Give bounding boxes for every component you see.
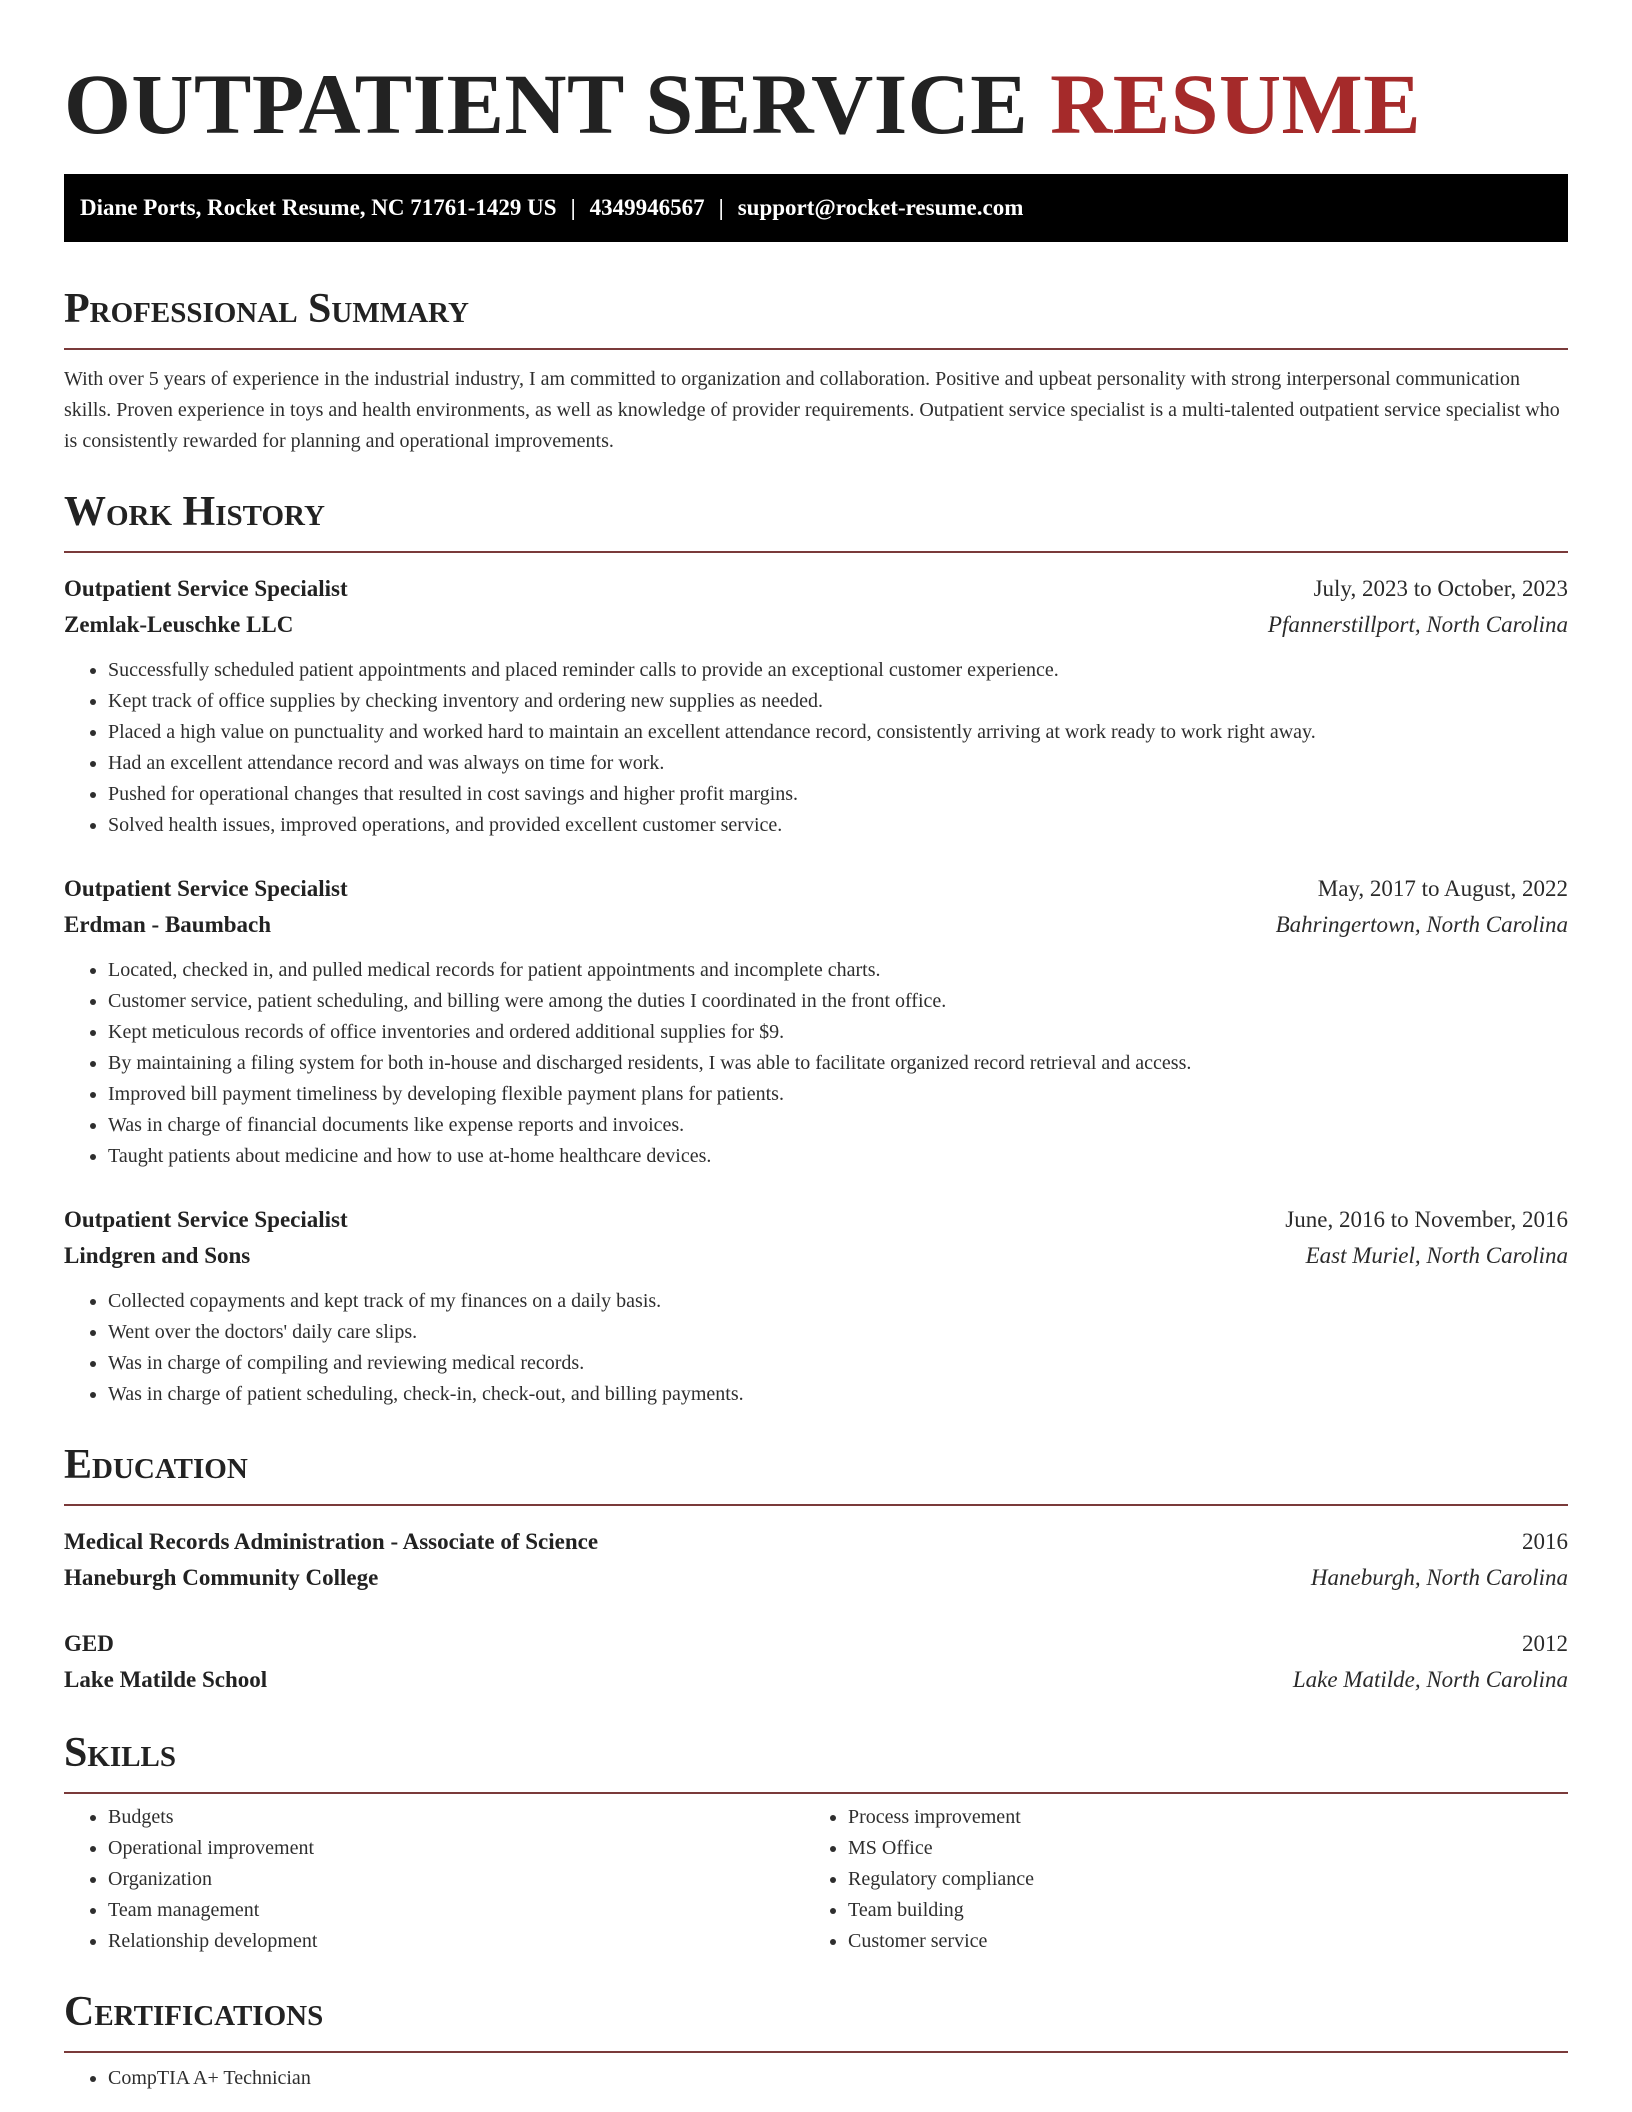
education-degree: GED xyxy=(64,1631,114,1656)
summary-text: With over 5 years of experience in the industrial industry, I am committed to organization and collaboration. Positive and upbeat personality with strong interpersonal communication skills. Proven experience in toys and health environments, as well as knowledge of provider requirements. Outpatient service specialist is a multi-talented outpatient service specialist who is consistently rewarded for planning and operational improvements. xyxy=(64,368,1560,452)
work-section xyxy=(64,487,1568,1410)
list-item: • Pushed for operational changes that resulted in cost savings and higher profit margins. xyxy=(108,779,1568,810)
job-title: Outpatient Service Specialist xyxy=(64,876,348,901)
summary-section xyxy=(64,284,1568,457)
list-item: • MS Office xyxy=(848,1833,1544,1864)
education-location: Lake Matilde, North Carolina xyxy=(1292,1667,1568,1692)
education-header xyxy=(64,1524,1568,1560)
list-item: • Placed a high value on punctuality and worked hard to maintain an excellent attendance record, consistently arriving at work ready to work right away. xyxy=(108,717,1568,748)
section-title-certifications: Certifications xyxy=(64,1987,1568,2053)
contact-email: support@rocket-resume.com xyxy=(737,195,1024,220)
skills-column-left xyxy=(64,1802,804,1957)
list-item: • Team management xyxy=(108,1895,804,1926)
list-item: • Customer service, patient scheduling, and billing were among the duties I coordinated in the front office. xyxy=(108,986,1568,1017)
list-item: • Budgets xyxy=(108,1802,804,1833)
list-item: • Was in charge of compiling and reviewing medical records. xyxy=(108,1348,1568,1379)
job-bullets xyxy=(64,1286,1568,1410)
list-item: • Kept track of office supplies by checking inventory and ordering new supplies as needed. xyxy=(108,686,1568,717)
education-school: Haneburgh Community College xyxy=(64,1565,379,1590)
title-accent: RESUME xyxy=(1050,56,1422,152)
list-item: • Collected copayments and kept track of my finances on a daily basis. xyxy=(108,1286,1568,1317)
job-bullets xyxy=(64,655,1568,841)
contact-phone: 4349946567 xyxy=(589,195,705,220)
list-item: • Went over the doctors' daily care slips. xyxy=(108,1317,1568,1348)
job-bullets xyxy=(64,955,1568,1172)
list-item: • Team building xyxy=(848,1895,1544,1926)
job-header xyxy=(64,1202,1568,1238)
list-item: • Kept meticulous records of office inventories and ordered additional supplies for $9. xyxy=(108,1017,1568,1048)
job-entry xyxy=(64,571,1568,841)
education-section xyxy=(64,1440,1568,1698)
list-item: • Located, checked in, and pulled medical records for patient appointments and incomplete charts. xyxy=(108,955,1568,986)
job-header xyxy=(64,571,1568,607)
list-item: • Taught patients about medicine and how to use at-home healthcare devices. xyxy=(108,1141,1568,1172)
job-company: Zemlak-Leuschke LLC xyxy=(64,612,294,637)
resume-title xyxy=(64,54,1568,154)
list-item: • Regulatory compliance xyxy=(848,1864,1544,1895)
contact-separator: | xyxy=(718,195,724,220)
section-title-work: Work History xyxy=(64,487,1568,553)
contact-bar xyxy=(64,174,1568,242)
job-dates: June, 2016 to November, 2016 xyxy=(1285,1207,1568,1232)
job-entry xyxy=(64,1202,1568,1410)
section-title-skills: Skills xyxy=(64,1728,1568,1794)
education-year: 2016 xyxy=(1522,1529,1568,1554)
contact-address: Diane Ports, Rocket Resume, NC 71761-1429 US xyxy=(80,195,557,220)
job-subheader xyxy=(64,607,1568,643)
list-item: • Was in charge of financial documents like expense reports and invoices. xyxy=(108,1110,1568,1141)
job-location: Bahringertown, North Carolina xyxy=(1275,912,1568,937)
list-item: • Was in charge of patient scheduling, check-in, check-out, and billing payments. xyxy=(108,1379,1568,1410)
job-company: Erdman - Baumbach xyxy=(64,912,272,937)
certifications-list xyxy=(64,2063,1568,2094)
list-item: • Organization xyxy=(108,1864,804,1895)
contact-separator: | xyxy=(570,195,576,220)
section-title-summary: Professional Summary xyxy=(64,284,1568,350)
education-entry xyxy=(64,1524,1568,1596)
education-degree: Medical Records Administration - Associate of Science xyxy=(64,1529,599,1554)
list-item: • Customer service xyxy=(848,1926,1544,1957)
education-header xyxy=(64,1626,1568,1662)
job-dates: May, 2017 to August, 2022 xyxy=(1317,876,1568,901)
list-item: • Process improvement xyxy=(848,1802,1544,1833)
skills-column-right xyxy=(804,1802,1544,1957)
list-item: • Successfully scheduled patient appointments and placed reminder calls to provide an exceptional customer experience. xyxy=(108,655,1568,686)
education-subheader xyxy=(64,1662,1568,1698)
job-entry xyxy=(64,871,1568,1172)
education-year: 2012 xyxy=(1522,1631,1568,1656)
list-item: • By maintaining a filing system for both in-house and discharged residents, I was able to facilitate organized record retrieval and access. xyxy=(108,1048,1568,1079)
job-subheader xyxy=(64,907,1568,943)
title-main: OUTPATIENT SERVICE xyxy=(64,56,1029,152)
job-subheader xyxy=(64,1238,1568,1274)
list-item: • Improved bill payment timeliness by developing flexible payment plans for patients. xyxy=(108,1079,1568,1110)
job-title: Outpatient Service Specialist xyxy=(64,576,348,601)
job-title: Outpatient Service Specialist xyxy=(64,1207,348,1232)
list-item: • CompTIA A+ Technician xyxy=(108,2063,1568,2094)
job-dates: July, 2023 to October, 2023 xyxy=(1313,576,1568,601)
skills-section xyxy=(64,1728,1568,1957)
job-company: Lindgren and Sons xyxy=(64,1243,251,1268)
job-location: East Muriel, North Carolina xyxy=(1305,1243,1568,1268)
list-item: • Operational improvement xyxy=(108,1833,804,1864)
education-location: Haneburgh, North Carolina xyxy=(1310,1565,1568,1590)
education-entry xyxy=(64,1626,1568,1698)
certifications-section xyxy=(64,1987,1568,2094)
list-item: • Solved health issues, improved operations, and provided excellent customer service. xyxy=(108,810,1568,841)
education-subheader xyxy=(64,1560,1568,1596)
list-item: • Relationship development xyxy=(108,1926,804,1957)
list-item: • Had an excellent attendance record and was always on time for work. xyxy=(108,748,1568,779)
job-header xyxy=(64,871,1568,907)
job-location: Pfannerstillport, North Carolina xyxy=(1267,612,1568,637)
education-school: Lake Matilde School xyxy=(64,1667,268,1692)
section-title-education: Education xyxy=(64,1440,1568,1506)
skills-grid xyxy=(64,1802,1568,1957)
